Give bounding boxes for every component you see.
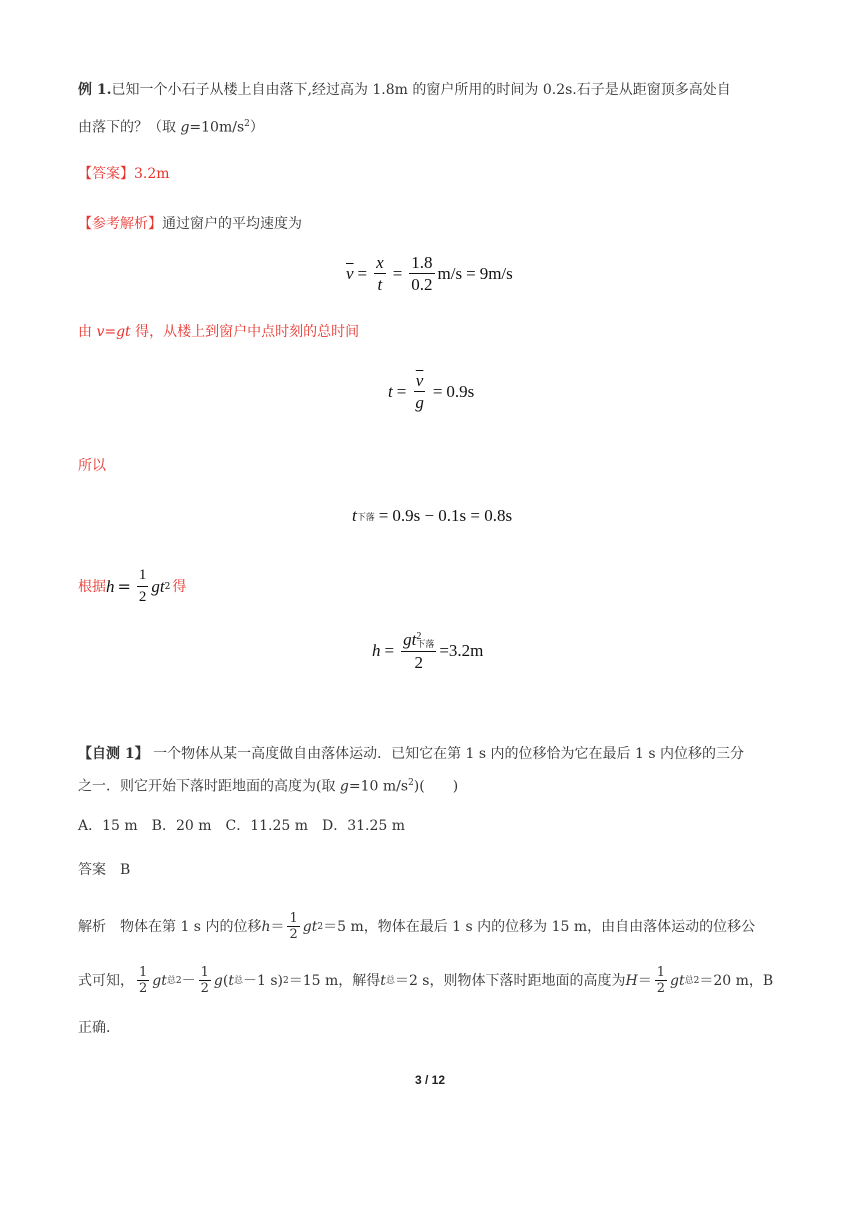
analysis-line: 【参考解析】通过窗户的平均速度为 <box>78 216 302 232</box>
equation-total-time: t = $\frac{\overline{v}}{g}$ = 0.9s <box>388 371 475 412</box>
selftest-1-solution-line-1: 解析 物体在第 1 s 内的位移 h ＝ $\frac{1}{2}$ gt 2 ＝5 m，物体在最后 1 s 内的位移为 15 m，由自由落体运动的位移公 <box>78 911 756 942</box>
answer-line <box>78 164 170 184</box>
page-number: 3 / 12 <box>414 1073 446 1087</box>
selftest-1-line-1: 【自测 1】 一个物体从某一高度做自由落体运动．已知它在第 1 s 内的位移恰为它在最后 1 s 内位移的三分 <box>78 746 744 762</box>
step-4-line: 根据 h = $\frac{1}{2}$ gt 2 得 <box>78 567 187 605</box>
selftest-1-solution-line-3: 正确. <box>78 1020 111 1036</box>
equation-fall-time: t 下落 = 0.9s − 0.1s = 0.8s <box>352 506 513 525</box>
selftest-1-solution-line-2: 式可知， $\frac{1}{2}$ gt 总 2 － $\frac{1}{2}$ g ( t 总 －1 s) 2 ＝15 m，解得 t 总 ＝2 s，则物体下落时距地面的高度为 H ＝ $\frac{1}{2}$ gt 总 2 ＝20 m，B <box>78 965 774 996</box>
example-label: 例 1. <box>78 82 112 98</box>
selftest-1-options: A．15 m B．20 m C．11.25 m D．31.25 m <box>78 818 406 834</box>
equation-average-velocity: $\overline{v}$ = $\frac{x}{t}$ = $\frac{1.8}{0.2}$ m/s = 9m/s <box>346 253 513 294</box>
equation-height: h = gt 2 下落 2 =3.2m <box>372 630 484 673</box>
selftest-1-line-2: 之一．则它开始下落时距地面的高度为(取 g=10 $m/s^2$)( ) <box>78 778 459 795</box>
example-1-line-2: 由落下的？（取 $g=10m/s^2$） <box>78 119 264 136</box>
answer-label: 【答案】 <box>78 166 134 182</box>
selftest-1-answer: 答案 B <box>78 862 131 878</box>
step-3-line: 所以 <box>78 458 106 474</box>
step-2-line: 由 v=gt 得，从楼上到窗户中点时刻的总时间 <box>78 324 360 340</box>
analysis-label: 【参考解析】 <box>78 216 162 232</box>
selftest-label: 【自测 1】 <box>78 746 149 762</box>
answer-value: 3.2m <box>134 166 170 182</box>
example-1-line-1: 例 1.已知一个小石子从楼上自由落下,经过高为 1.8m 的窗户所用的时间为 0.2s.石子是从距窗顶多高处自 <box>78 82 731 98</box>
